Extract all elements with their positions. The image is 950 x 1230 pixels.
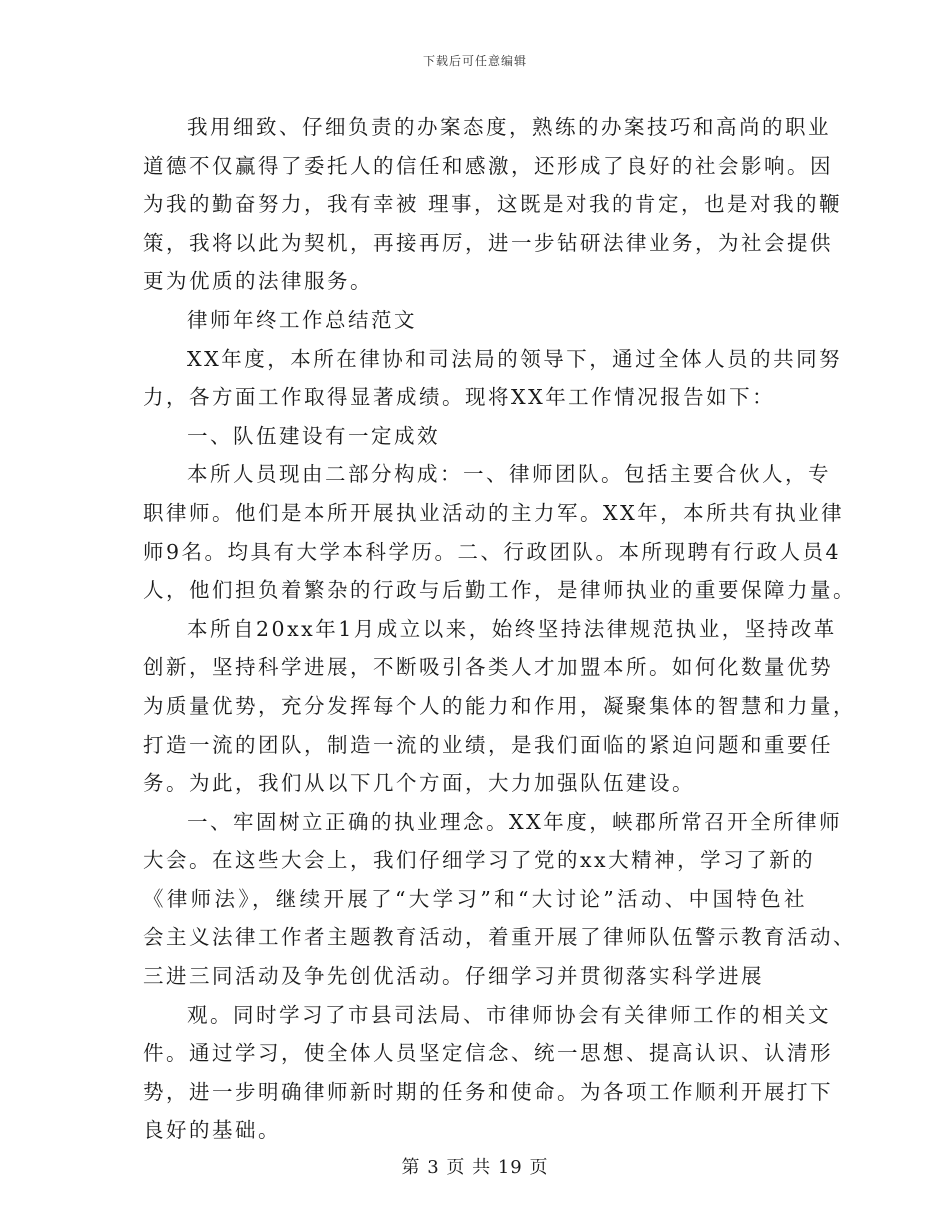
text-line: 观。同时学习了市县司法局、市律师协会有关律师工作的相关文 bbox=[187, 1002, 831, 1027]
text-line: 我用细致、仔细负责的办案态度，熟练的办案技巧和高尚的职业 bbox=[187, 115, 831, 139]
text-line: 势，进一步明确律师新时期的任务和使命。为各项工作顺利开展打下 bbox=[143, 1079, 833, 1104]
text-line: 本所自20xx年1月成立以来，始终坚持法律规范执业，坚持改革 bbox=[187, 616, 837, 641]
text-line: 为质量优势，充分发挥每个人的能力和作用，凝聚集体的智慧和力量， bbox=[143, 693, 856, 718]
text-line: 人，他们担负着繁杂的行政与后勤工作，是律师执业的重要保障力量。 bbox=[143, 578, 856, 603]
text-line: 良好的基础。 bbox=[143, 1118, 281, 1143]
text-line: 《律师法》，继续开展了“大学习”和“大讨论”活动、中国特色社 bbox=[143, 886, 807, 911]
page-header: 下载后可任意编辑 bbox=[422, 54, 527, 68]
text-line: 更为优质的法律服务。 bbox=[143, 269, 373, 294]
text-line: 律师年终工作总结范文 bbox=[187, 307, 417, 332]
text-line: 创新，坚持科学进展，不断吸引各类人才加盟本所。如何化数量优势 bbox=[143, 655, 833, 680]
text-line: 务。为此，我们从以下几个方面，大力加强队伍建设。 bbox=[143, 771, 695, 796]
text-line: XX年度，本所在律协和司法局的领导下，通过全体人员的共同努 bbox=[187, 346, 843, 371]
text-line: 一、队伍建设有一定成效 bbox=[187, 423, 440, 448]
text-line: 为我的勤奋努力，我有幸被 理事，这既是对我的肯定，也是对我的鞭 bbox=[143, 192, 843, 217]
text-line: 会主义法律工作者主题教育活动，着重开展了律师队伍警示教育活动、 bbox=[143, 925, 856, 950]
text-line: 三进三同活动及争先创优活动。仔细学习并贯彻落实科学进展 bbox=[143, 964, 764, 989]
text-line: 大会。在这些大会上，我们仔细学习了党的xx大精神，学习了新的 bbox=[143, 848, 816, 873]
text-line: 件。通过学习，使全体人员坚定信念、统一思想、提高认识、认清形 bbox=[143, 1041, 833, 1066]
text-line: 策，我将以此为契机，再接再厉，进一步钻研法律业务，为社会提供 bbox=[143, 230, 833, 255]
text-line: 职律师。他们是本所开展执业活动的主力军。XX年，本所共有执业律 bbox=[143, 500, 845, 525]
text-line: 师9名。均具有大学本科学历。二、行政团队。本所现聘有行政人员4 bbox=[143, 539, 842, 564]
text-line: 打造一流的团队，制造一流的业绩，是我们面临的紧迫问题和重要任 bbox=[143, 732, 833, 757]
text-line: 一、牢固树立正确的执业理念。XX年度，峡郡所常召开全所律师 bbox=[187, 809, 843, 834]
text-line: 道德不仅赢得了委托人的信任和感激，还形成了良好的社会影响。因 bbox=[143, 153, 833, 178]
text-line: 力，各方面工作取得显著成绩。现将XX年工作情况报告如下： bbox=[143, 385, 776, 410]
page-number-footer: 第 3 页 共 19 页 bbox=[401, 1157, 549, 1178]
document-body bbox=[143, 108, 856, 1150]
text-line: 本所人员现由二部分构成：一、律师团队。包括主要合伙人，专 bbox=[187, 462, 831, 487]
